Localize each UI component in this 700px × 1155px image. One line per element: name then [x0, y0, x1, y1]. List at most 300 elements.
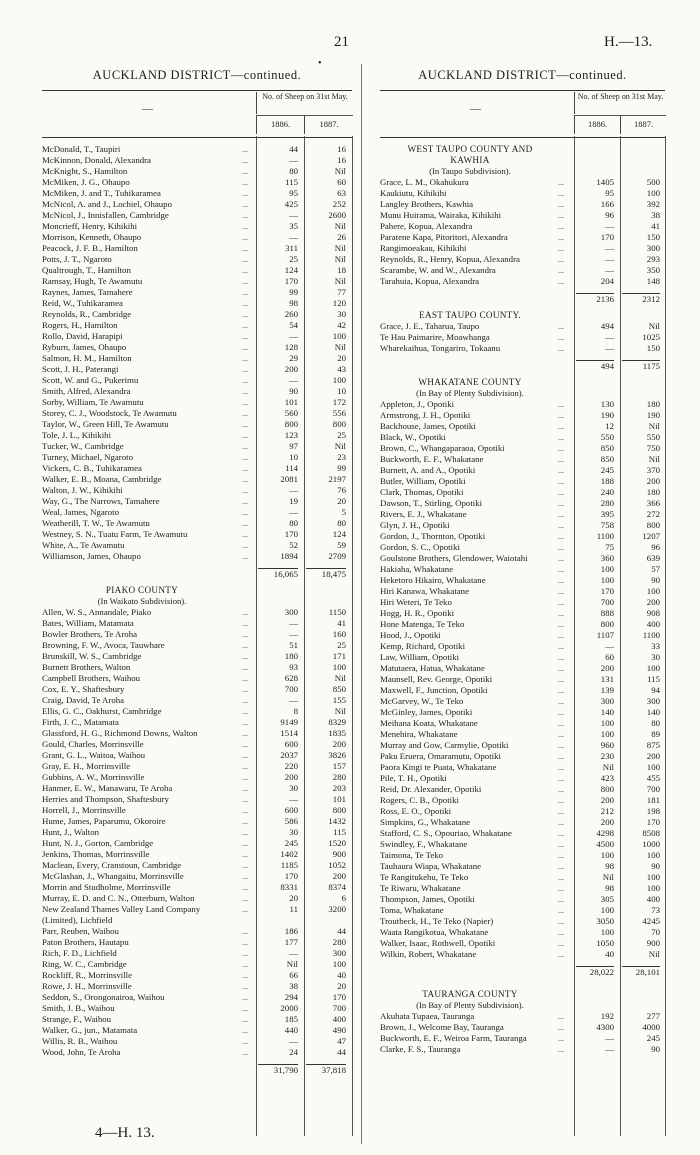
section-heading — [380, 1000, 665, 1011]
leader-dots: ... — [558, 1045, 564, 1054]
owner-name: Hanmer, E. W., Manawaru, Te Aroha — [42, 783, 173, 793]
sheep-1887-value: 800 — [332, 419, 346, 429]
sheep-1886-value: 1514 — [280, 728, 298, 738]
owner-name: Ramsay, Hugh, Te Awamutu — [42, 276, 143, 286]
owner-name: Scott, J. H., Paterangi — [42, 364, 119, 374]
table-row — [42, 177, 352, 188]
table-row — [380, 905, 665, 916]
sheep-1887-value: 200 — [332, 739, 346, 749]
sheep-1886-value: — — [605, 254, 614, 264]
owner-name: McMiken, J. and T., Tuhikaramea — [42, 188, 161, 198]
owner-name: Taylor, W., Green Hill, Te Awamutu — [42, 419, 169, 429]
table-row — [42, 364, 352, 375]
table-row — [42, 496, 352, 507]
sheep-1886-value: — — [605, 641, 614, 651]
table-row — [380, 674, 665, 685]
leader-dots: ... — [242, 762, 248, 771]
leader-dots: ... — [558, 741, 564, 750]
sheep-1886-value: 131 — [600, 674, 614, 684]
leader-dots: ... — [558, 774, 564, 783]
sheep-1887-value: Nil — [648, 421, 660, 431]
leader-dots: ... — [558, 653, 564, 662]
table-row — [380, 685, 665, 696]
sheep-1886-value: 3050 — [596, 916, 614, 926]
table-row — [380, 1022, 665, 1033]
leader-dots: ... — [242, 993, 248, 1002]
owner-name: Kaukiutu, Kihikihi — [380, 188, 447, 198]
owner-name: (Limited), Lichfield — [42, 915, 113, 925]
leader-dots: ... — [242, 1037, 248, 1046]
owner-name: Scott, W. and G., Pukerimu — [42, 375, 139, 385]
table-row — [380, 641, 665, 652]
owner-name: Seddon, S., Orongonairoa, Waihou — [42, 992, 165, 1002]
owner-name: Maclean, Every, Cranstoun, Cambridge — [42, 860, 182, 870]
sheep-1887-value: 300 — [646, 243, 660, 253]
owner-name: Morrin and Studholme, Morrinsville — [42, 882, 171, 892]
sheep-1886-value: 200 — [284, 364, 298, 374]
table-row — [42, 618, 352, 629]
sheep-1886-value: 600 — [284, 805, 298, 815]
sheep-1886-value: — — [605, 1044, 614, 1054]
owner-name: Hakiaha, Whakatane — [380, 564, 454, 574]
sheep-1887-value: Nil — [334, 221, 346, 231]
leader-dots: ... — [242, 244, 248, 253]
sheep-1887-value: 639 — [646, 553, 660, 563]
leader-dots: ... — [242, 960, 248, 969]
owner-name: Grace, L. M., Okahukura — [380, 177, 469, 187]
leader-dots: ... — [558, 322, 564, 331]
right-table-body — [380, 138, 665, 1055]
leader-dots: ... — [242, 189, 248, 198]
sheep-1886-value: 51 — [289, 640, 298, 650]
sheep-1886-value: 90 — [289, 386, 298, 396]
leader-dots: ... — [242, 883, 248, 892]
leader-dots: ... — [242, 211, 248, 220]
owner-name: Clarke, F. S., Tauranga — [380, 1044, 461, 1054]
leader-dots: ... — [242, 398, 248, 407]
sheep-1886-value: 95 — [605, 188, 614, 198]
leader-dots: ... — [558, 928, 564, 937]
table-row — [380, 498, 665, 509]
table-row — [42, 144, 352, 155]
table-row — [42, 629, 352, 640]
sheep-1887-value: Nil — [334, 673, 346, 683]
sheep-1887-value: 100 — [332, 959, 346, 969]
table-row — [42, 1014, 352, 1025]
sheep-1887-value: Nil — [334, 706, 346, 716]
sheep-1887-value: 18 — [337, 265, 346, 275]
leader-dots: ... — [242, 608, 248, 617]
sheep-1887-value: 70 — [651, 927, 660, 937]
table-row — [42, 640, 352, 651]
owner-name: Willis, R. B., Waihou — [42, 1036, 118, 1046]
table-row — [42, 761, 352, 772]
sheep-1887-value: 20 — [337, 353, 346, 363]
sheep-1886-value: Nil — [602, 872, 614, 882]
owner-name: Hunt, J., Walton — [42, 827, 100, 837]
sheep-1886-value: 177 — [284, 937, 298, 947]
owner-name: Paton Brothers, Hautapu — [42, 937, 129, 947]
leader-dots: ... — [558, 917, 564, 926]
sheep-1887-value: 4245 — [642, 916, 660, 926]
sheep-1886-value: 16,065 — [258, 568, 298, 580]
leader-dots: ... — [242, 839, 248, 848]
sheep-1887-value: 800 — [332, 805, 346, 815]
owner-name: McNicol, J., Innisfallen, Cambridge — [42, 210, 169, 220]
sheep-1886-value: 186 — [284, 926, 298, 936]
sheep-1887-value: 25 — [337, 640, 346, 650]
leader-dots: ... — [558, 543, 564, 552]
owner-name: Maxwell, F., Junction, Opotiki — [380, 685, 488, 695]
leader-dots: ... — [242, 552, 248, 561]
sheep-1887-value: 20 — [337, 496, 346, 506]
sheep-1886-value: 1405 — [596, 177, 614, 187]
leader-dots: ... — [558, 950, 564, 959]
sheep-1887-value: 1207 — [642, 531, 660, 541]
section-heading — [380, 388, 665, 399]
section-heading — [380, 310, 665, 321]
owner-name: Potts, J. T., Ngaroto — [42, 254, 112, 264]
table-row — [42, 684, 352, 695]
table-row — [42, 155, 352, 166]
owner-name: Paratene Kapa, Pitoritori, Alexandra — [380, 232, 508, 242]
leader-dots: ... — [242, 1015, 248, 1024]
sheep-1887-value: 38 — [651, 210, 660, 220]
leader-dots: ... — [242, 266, 248, 275]
table-row — [42, 430, 352, 441]
leader-dots: ... — [558, 565, 564, 574]
county-heading: EAST TAUPO COUNTY. — [419, 310, 521, 320]
total-row — [42, 1064, 352, 1075]
sheep-1886-value: 170 — [284, 529, 298, 539]
leader-dots: ... — [558, 851, 564, 860]
table-row — [42, 342, 352, 353]
sheep-1886-value: 1107 — [596, 630, 614, 640]
leader-dots: ... — [242, 508, 248, 517]
table-row — [42, 529, 352, 540]
table-row — [380, 443, 665, 454]
leader-dots: ... — [558, 211, 564, 220]
year-1886-heading: 1886. — [574, 115, 620, 134]
sheep-1886-value: 494 — [600, 321, 614, 331]
owner-name: McKinnon, Donald, Alexandra — [42, 155, 151, 165]
sheep-1887-value: 300 — [332, 948, 346, 958]
leader-dots: ... — [242, 927, 248, 936]
sheep-1887-value: 99 — [337, 463, 346, 473]
column-rule — [665, 136, 666, 1136]
table-row — [42, 662, 352, 673]
sheep-1886-value: 54 — [289, 320, 298, 330]
leader-dots: ... — [558, 1012, 564, 1021]
table-row — [42, 651, 352, 662]
subdivision-label: (In Waikato Subdivision). — [97, 596, 187, 606]
section-heading — [380, 144, 665, 155]
table-row — [380, 806, 665, 817]
leader-dots: ... — [558, 620, 564, 629]
leader-dots: ... — [242, 795, 248, 804]
leader-dots: ... — [242, 663, 248, 672]
leader-dots: ... — [242, 222, 248, 231]
table-row — [42, 507, 352, 518]
owner-name: Jenkins, Thomas, Morrinsville — [42, 849, 150, 859]
leader-dots: ... — [242, 718, 248, 727]
owner-name: Tucker, W., Cambridge — [42, 441, 124, 451]
sheep-1886-value: 28,022 — [576, 966, 614, 978]
owner-name: Te Hau Paimarire, Moawhanga — [380, 332, 490, 342]
sheep-1886-value: 200 — [284, 772, 298, 782]
table-row — [42, 441, 352, 452]
sheep-1886-value: — — [289, 695, 298, 705]
sheep-1886-value: 240 — [600, 487, 614, 497]
sheep-1887-value: 198 — [646, 806, 660, 816]
owner-name: Ryburn, James, Ohaupo — [42, 342, 127, 352]
leader-dots: ... — [558, 664, 564, 673]
sheep-1887-value: 157 — [332, 761, 346, 771]
sheep-1887-value: Nil — [334, 254, 346, 264]
owner-name: Tarahuia, Kopua, Alexandra — [380, 276, 480, 286]
owner-name: Moncrieff, Henry, Kihikihi — [42, 221, 138, 231]
leader-dots: ... — [242, 167, 248, 176]
table-row — [380, 1033, 665, 1044]
owner-name: Craig, David, Te Aroha — [42, 695, 125, 705]
table-row — [380, 232, 665, 243]
leader-dots: ... — [558, 730, 564, 739]
sheep-1886-value: 212 — [600, 806, 614, 816]
table-row — [380, 784, 665, 795]
leader-dots: ... — [558, 532, 564, 541]
sheep-1886-value: 200 — [600, 795, 614, 805]
table-row — [42, 210, 352, 221]
section-heading — [380, 155, 665, 166]
sheep-1887-value: 23 — [337, 452, 346, 462]
owner-name: Qualtrough, T., Hamilton — [42, 265, 131, 275]
sheep-1887-value: 6 — [341, 893, 346, 903]
sheep-1886-value: 38 — [289, 981, 298, 991]
sheep-1887-value: 1835 — [328, 728, 346, 738]
section-heading — [42, 585, 352, 596]
sheep-1887-value: 16 — [337, 144, 346, 154]
owner-name: Grace, J. E., Taharua, Taupo — [380, 321, 480, 331]
owner-name: Grant, G. L., Waitoa, Waihou — [42, 750, 146, 760]
owner-name: Te Riwaru, Whakatane — [380, 883, 461, 893]
sheep-1887-value: 41 — [337, 618, 346, 628]
sheep-1886-value: — — [605, 243, 614, 253]
leader-dots: ... — [558, 576, 564, 585]
sheep-1887-value: 26 — [337, 232, 346, 242]
table-row — [42, 386, 352, 397]
owner-name: Hunt, N. J., Gorton, Cambridge — [42, 838, 154, 848]
table-row — [42, 706, 352, 717]
sheep-1886-value: 98 — [605, 861, 614, 871]
sheep-1886-value: 12 — [605, 421, 614, 431]
owner-name: Clark, Thomas, Opotiki — [380, 487, 464, 497]
sheep-1886-value: 4500 — [596, 839, 614, 849]
page-number: 21 — [334, 34, 349, 50]
table-row — [42, 353, 352, 364]
table-row — [42, 518, 352, 529]
leader-dots: ... — [242, 475, 248, 484]
sheep-1887-value: 366 — [646, 498, 660, 508]
sheep-1887-value: 4000 — [642, 1022, 660, 1032]
table-row — [380, 177, 665, 188]
leader-dots: ... — [558, 719, 564, 728]
table-row — [42, 254, 352, 265]
table-row — [380, 542, 665, 553]
sheep-1887-value: 400 — [646, 619, 660, 629]
sheep-1887-value: 2312 — [622, 293, 660, 305]
table-row — [42, 992, 352, 1003]
owner-name: Toma, Whakatane — [380, 905, 444, 915]
leader-dots: ... — [558, 807, 564, 816]
sheep-1887-value: 550 — [646, 432, 660, 442]
table-row — [42, 915, 352, 926]
sheep-1886-value: 60 — [605, 652, 614, 662]
sheep-1886-value: 166 — [600, 199, 614, 209]
leader-dots: ... — [242, 530, 248, 539]
owner-name: Te Rangitukehu, Te Teko — [380, 872, 469, 882]
sheep-1886-value: 245 — [284, 838, 298, 848]
leader-dots: ... — [558, 631, 564, 640]
owner-name: Weatherill, T. W., Te Awamutu — [42, 518, 150, 528]
sheep-1887-value: 100 — [646, 586, 660, 596]
sheep-1887-value: 277 — [646, 1011, 660, 1021]
table-row — [380, 432, 665, 443]
subdivision-label: (In Taupo Subdivision). — [429, 166, 511, 176]
owner-name: Murray, E. D. and C. N., Otterburn, Walton — [42, 893, 195, 903]
sheep-1887-value: 44 — [337, 926, 346, 936]
table-row — [380, 575, 665, 586]
sheep-1887-value: 1100 — [642, 630, 660, 640]
sheep-1886-value: 19 — [289, 496, 298, 506]
sheep-1887-value: 2709 — [328, 551, 346, 561]
owner-name: Brown, C., Whangaparaoa, Opotiki — [380, 443, 505, 453]
leader-dots: ... — [242, 200, 248, 209]
table-row — [380, 740, 665, 751]
sheep-1886-value: 80 — [289, 166, 298, 176]
leader-dots: ... — [558, 1034, 564, 1043]
leader-dots: ... — [558, 609, 564, 618]
leader-dots: ... — [558, 444, 564, 453]
sheep-1886-value: 260 — [284, 309, 298, 319]
sheep-1887-value: 16 — [337, 155, 346, 165]
sheep-1887-value: 115 — [647, 674, 660, 684]
sheep-1887-value: 200 — [646, 751, 660, 761]
sheep-1887-value: 100 — [646, 188, 660, 198]
sheep-1887-value: 115 — [333, 827, 346, 837]
table-row — [380, 1044, 665, 1055]
name-column-dash: — — [142, 103, 153, 115]
report-reference: H.—13. — [604, 34, 653, 50]
table-row — [380, 564, 665, 575]
sheep-1886-value: 230 — [600, 751, 614, 761]
owner-name: Glyn, J. H., Opotiki — [380, 520, 450, 530]
leader-dots: ... — [242, 861, 248, 870]
sheep-1886-value: 180 — [284, 651, 298, 661]
owner-name: Tauhaura Wiapa, Whakatane — [380, 861, 482, 871]
leader-dots: ... — [558, 521, 564, 530]
table-row — [380, 531, 665, 542]
owner-name: Glassford, H. G., Richmond Downs, Walton — [42, 728, 198, 738]
leader-dots: ... — [558, 587, 564, 596]
table-row — [380, 465, 665, 476]
sheep-1886-value: 560 — [284, 408, 298, 418]
leader-dots: ... — [242, 1048, 248, 1057]
sheep-1887-value: 400 — [332, 1014, 346, 1024]
leader-dots: ... — [558, 697, 564, 706]
sheep-1887-value: 900 — [646, 938, 660, 948]
table-row — [42, 750, 352, 761]
sheep-1887-value: 350 — [646, 265, 660, 275]
leader-dots: ... — [558, 895, 564, 904]
owner-name: Burnett Brothers, Walton — [42, 662, 131, 672]
sheep-1887-value: 76 — [337, 485, 346, 495]
sheep-1887-value: 170 — [646, 817, 660, 827]
sheep-1886-value: 8331 — [280, 882, 298, 892]
sheep-1886-value: 200 — [600, 663, 614, 673]
sheep-1887-value: 10 — [337, 386, 346, 396]
owner-name: Wilkin, Robert, Whakatane — [380, 949, 477, 959]
sheep-1887-value: 160 — [332, 629, 346, 639]
sheep-1886-value: 80 — [289, 518, 298, 528]
owner-name: Salmon, H. M., Hamilton — [42, 353, 132, 363]
owner-name: Weal, James, Ngaroto — [42, 507, 119, 517]
sheep-1887-value: 245 — [646, 1033, 660, 1043]
sheep-1886-value: 35 — [289, 221, 298, 231]
leader-dots: ... — [558, 222, 564, 231]
owner-name: Armstrong, J. H., Opotiki — [380, 410, 471, 420]
sheep-1886-value: 294 — [284, 992, 298, 1002]
leader-dots: ... — [242, 641, 248, 650]
sheep-1887-value: 89 — [651, 729, 660, 739]
table-row — [42, 695, 352, 706]
sheep-1886-value: 100 — [600, 575, 614, 585]
leader-dots: ... — [242, 376, 248, 385]
sheep-1887-value: 900 — [332, 849, 346, 859]
table-row — [380, 872, 665, 883]
sheep-1887-value: 37,818 — [306, 1064, 346, 1076]
sheep-1886-value: 628 — [284, 673, 298, 683]
sheep-1886-value: 600 — [284, 739, 298, 749]
sheep-1887-value: 80 — [337, 518, 346, 528]
table-row — [380, 916, 665, 927]
sheep-1886-value: — — [605, 265, 614, 275]
sheep-1886-value: 1402 — [280, 849, 298, 859]
owner-name: Black, W., Opotiki — [380, 432, 446, 442]
left-table-header — [42, 90, 352, 138]
table-row — [380, 762, 665, 773]
leader-dots: ... — [558, 466, 564, 475]
owner-name: Waata Rangikotua, Whakatane — [380, 927, 489, 937]
owner-name: Hone Matenga, Te Teko — [380, 619, 465, 629]
table-row — [380, 850, 665, 861]
leader-dots: ... — [558, 708, 564, 717]
owner-name: Walton, J. W., Kihikihi — [42, 485, 123, 495]
sheep-1886-value: 2037 — [280, 750, 298, 760]
sheep-1886-value: 11 — [289, 904, 298, 914]
sheep-1886-value: 98 — [289, 298, 298, 308]
table-row — [42, 287, 352, 298]
leader-dots: ... — [242, 696, 248, 705]
leader-dots: ... — [242, 486, 248, 495]
table-row — [42, 397, 352, 408]
leader-dots: ... — [558, 752, 564, 761]
owner-name: Gould, Charles, Morrinsville — [42, 739, 144, 749]
county-heading: TAURANGA COUNTY — [422, 989, 518, 999]
sheep-1886-value: 96 — [605, 210, 614, 220]
sheep-1887-value: Nil — [334, 166, 346, 176]
table-row — [42, 717, 352, 728]
owner-name: Campbell Brothers, Waihou — [42, 673, 141, 683]
